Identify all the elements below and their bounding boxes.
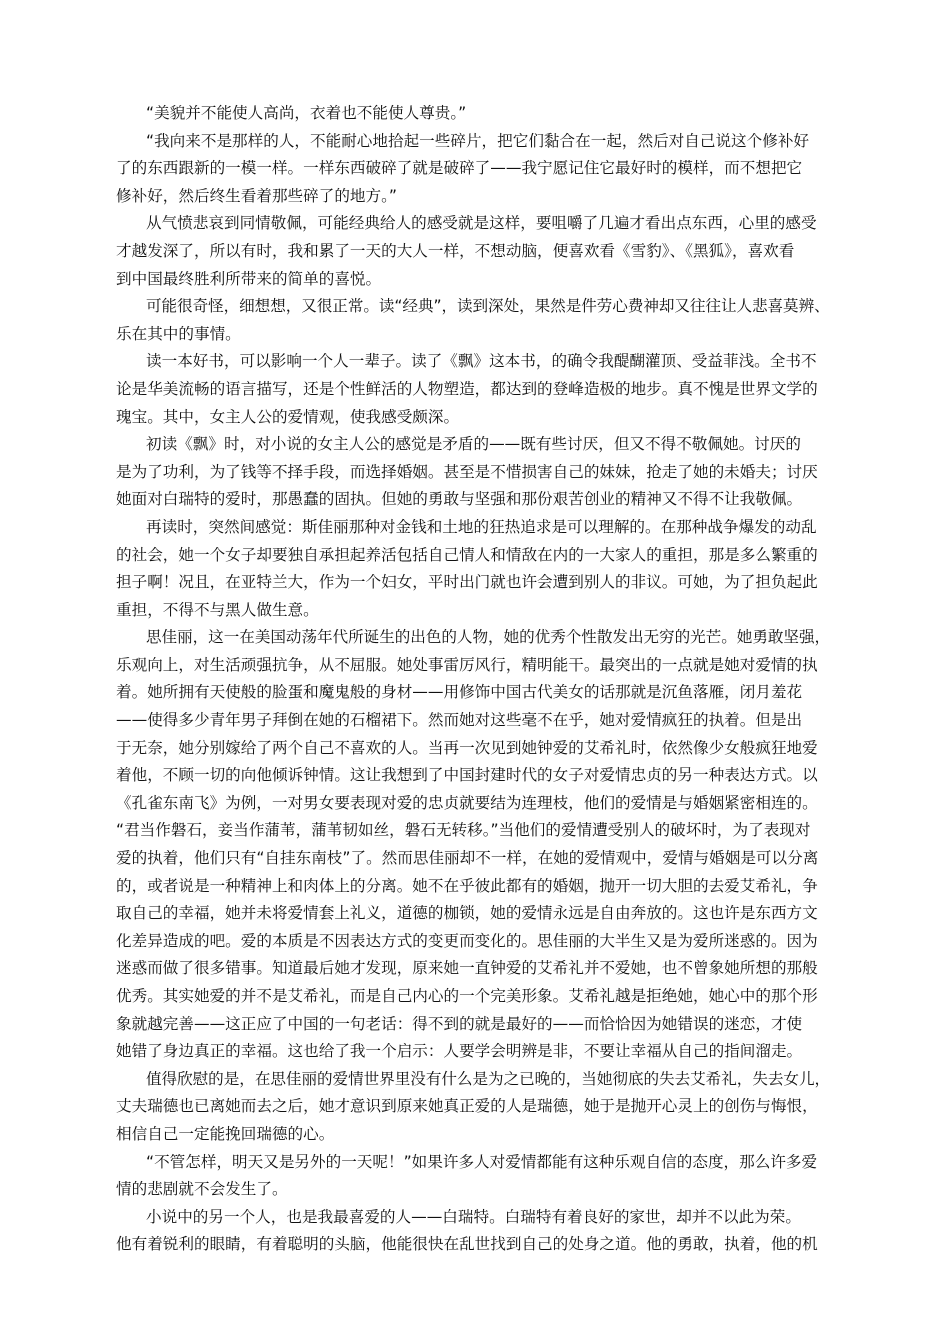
text-line: 瑰宝。其中，女主人公的爱情观，使我感受颇深。 [116, 407, 460, 426]
text-line: 丈夫瑞德也已离她而去之后，她才意识到原来她真正爱的人是瑞德，她于是抛开心灵上的创伤与悔恨， [116, 1097, 818, 1116]
text-line: 迷惑而做了很多错事。知道最后她才发现，原来她一直钟爱的艾希礼并不爱她，也不曾象她所想的那般 [116, 959, 818, 978]
text-line: “君当作磐石，妾当作蒲苇，蒲苇韧如丝，磐石无转移。”当他们的爱情遭受别人的破坏时，为了表现对 [116, 821, 811, 840]
text-line: 象就越完善——这正应了中国的一句老话：得不到的就是最好的——而恰恰因为她错误的迷恋，才使 [116, 1014, 803, 1033]
text-line: 再读时，突然间感觉：斯佳丽那种对金钱和土地的狂热追求是可以理解的。在那种战争爆发的动乱 [146, 517, 817, 536]
text-line: 取自己的幸福，她并未将爱情套上礼义，道德的枷锁，她的爱情永远是自由奔放的。这也许是东西方文 [116, 904, 818, 923]
text-line: 着。她所拥有天使般的脸蛋和魔鬼般的身材——用修饰中国古代美女的话那就是沉鱼落雁，闭月羞花 [116, 683, 803, 702]
text-line: 乐观向上，对生活顽强抗争，从不屈服。她处事雷厉风行，精明能干。最突出的一点就是她对爱情的执 [116, 655, 818, 674]
text-line: 情的悲剧就不会发生了。 [116, 1180, 288, 1199]
text-line: 是为了功利，为了钱等不择手段，而选择婚姻。甚至是不惜损害自己的妹妹，抢走了她的未婚夫；讨厌 [116, 462, 818, 481]
text-line: 到中国最终胜利所带来的简单的喜悦。 [116, 269, 382, 288]
text-line: 爱的执着，他们只有“自挂东南枝”了。然而思佳丽却不一样，在她的爱情观中，爱情与婚姻是可以分离 [116, 849, 819, 868]
text-line: 优秀。其实她爱的并不是艾希礼，而是自己内心的一个完美形象。艾希礼越是拒绝她，她心中的那个形 [116, 987, 818, 1005]
text-line: 读一本好书，可以影响一个人一辈子。读了《飘》这本书，的确令我醍醐灌顶、受益菲浅。全书不 [146, 352, 817, 371]
text-line: 值得欣慰的是，在思佳丽的爱情世界里没有什么是为之已晚的，当她彻底的失去艾希礼，失去女儿， [146, 1069, 831, 1088]
text-line: 于无奈，她分别嫁给了两个自己不喜欢的人。当再一次见到她钟爱的艾希礼时，依然像少女般疯狂地爱 [116, 738, 818, 757]
text-line: 初读《飘》时，对小说的女主人公的感觉是矛盾的——既有些讨厌，但又不得不敬佩她。讨厌的 [146, 435, 801, 454]
text-line: 她面对白瑞特的爱时，那愚蠢的固执。但她的勇敢与坚强和那份艰苦创业的精神又不得不让我敬佩。 [116, 490, 803, 509]
text-line: 化差异造成的吧。爱的本质是不因表达方式的变更而变化的。思佳丽的大半生又是为爱所迷惑的。因为 [116, 931, 818, 950]
text-line: “我向来不是那样的人，不能耐心地拾起一些碎片，把它们黏合在一起，然后对自己说这个修补好 [146, 131, 810, 150]
text-line: “美貌并不能使人高尚，衣着也不能使人尊贵。” [146, 104, 467, 122]
text-line: 重担，不得不与黑人做生意。 [116, 600, 319, 619]
text-line: 《孔雀东南飞》为例，一对男女要表现对爱的忠贞就要结为连理枝，他们的爱情是与婚姻紧密相连的。 [116, 793, 818, 812]
text-line: 相信自己一定能挽回瑞德的心。 [116, 1124, 335, 1143]
text-line: 思佳丽，这一在美国动荡年代所诞生的出色的人物，她的优秀个性散发出无穷的光芒。她勇敢坚强， [146, 628, 831, 647]
text-line: 才越发深了，所以有时，我和累了一天的大人一样，不想动脑，便喜欢看《雪豹》、《黑狐》，喜欢看 [116, 241, 795, 260]
text-line: 乐在其中的事情。 [116, 324, 241, 343]
text-line: ——使得多少青年男子拜倒在她的石榴裙下。然而她对这些毫不在乎，她对爱情疯狂的执着。但是出 [116, 711, 803, 730]
text-line: 了的东西跟新的一模一样。一样东西破碎了就是破碎了——我宁愿记住它最好时的模样，而不想把它 [116, 159, 803, 178]
text-line: 的，或者说是一种精神上和肉体上的分离。她不在乎彼此都有的婚姻，抛开一切大胆的去爱艾希礼，争 [116, 876, 818, 895]
text-line: 修补好，然后终生看着那些碎了的地方。” [116, 186, 397, 205]
text-line: “不管怎样，明天又是另外的一天呢！”如果许多人对爱情都能有这种乐观自信的态度，那么许多爱 [146, 1152, 818, 1171]
text-line: 他有着锐利的眼睛，有着聪明的头脑，他能很快在乱世找到自己的处身之道。他的勇敢，执着，他的机 [116, 1235, 818, 1254]
text-line: 从气愤悲哀到同情敬佩，可能经典给人的感受就是这样，要咀嚼了几遍才看出点东西，心里的感受 [146, 214, 817, 233]
text-line: 可能很奇怪，细想想，又很正常。读“经典”，读到深处，果然是件劳心费神却又往往让人悲喜莫辨、 [146, 297, 830, 316]
text-line: 论是华美流畅的语言描写，还是个性鲜活的人物塑造，都达到的登峰造极的地步。真不愧是世界文学的 [116, 379, 818, 398]
text-line: 小说中的另一个人，也是我最喜爱的人——白瑞特。白瑞特有着良好的家世，却并不以此为荣。 [146, 1207, 801, 1226]
text-line: 着他，不顾一切的向他倾诉钟情。这让我想到了中国封建时代的女子对爱情忠贞的另一种表达方式。以 [116, 766, 818, 785]
text-line: 的社会，她一个女子却要独自承担起养活包括自己情人和情敌在内的一大家人的重担，那是多么繁重的 [116, 545, 818, 564]
essay-body [116, 100, 830, 1259]
text-line: 担子啊！况且，在亚特兰大，作为一个妇女，平时出门就也许会遭到别人的非议。可她，为了担负起此 [116, 573, 818, 592]
text-line: 她错了身边真正的幸福。这也给了我一个启示：人要学会明辨是非，不要让幸福从自己的指间溜走。 [116, 1042, 803, 1061]
